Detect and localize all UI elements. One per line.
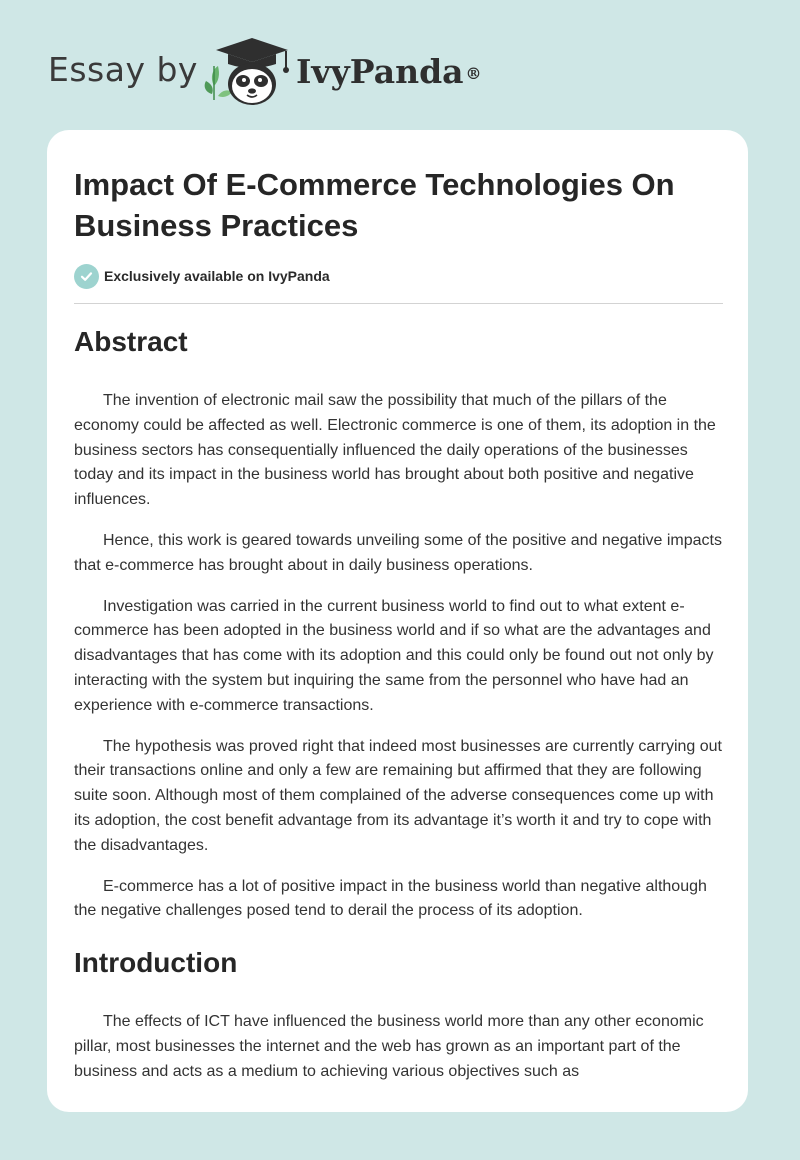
registered-mark: ® <box>465 64 482 83</box>
introduction-paragraph: The effects of ICT have influenced the business world more than any other economic pillar, most businesses the internet and the web has grown as an important part of the business and acts as a medium to achieving various objectives such as <box>74 1013 704 1080</box>
introduction-heading: Introduction <box>74 947 238 979</box>
exclusive-badge <box>74 263 330 289</box>
essay-card <box>47 130 748 1112</box>
site-header <box>0 0 800 130</box>
title-divider <box>74 303 723 304</box>
abstract-heading: Abstract <box>74 326 188 357</box>
graduation-panda-logo-icon[interactable] <box>200 36 292 108</box>
check-circle-icon <box>74 264 99 289</box>
brand-name-text: IvyPanda <box>296 52 464 91</box>
abstract-paragraph: Investigation was carried in the current business world to find out to what extent e-commerce has been adopted in the business world and if so what are the advantages and disadvantages that has come with its adoption and this could only be found out not only by interacting with the system but inquiring the same from the personnel who have had an experience with e-commerce transactions. <box>74 597 714 714</box>
abstract-paragraph: The invention of electronic mail saw the possibility that much of the pillars of the economy could be affected as well. Electronic commerce is one of them, its adoption in the business sectors has consequentially influenced the daily operations of the businesses today and its impact in the business world has brought about both positive and negative influences. <box>74 392 716 509</box>
brand-name[interactable] <box>296 52 482 92</box>
essay-body <box>74 323 724 1085</box>
essay-by-label: Essay by <box>48 50 198 89</box>
abstract-paragraph: Hence, this work is geared towards unveiling some of the positive and negative impacts that e-commerce has brought about in daily business operations. <box>74 531 722 574</box>
page-title: Impact Of E-Commerce Technologies On Business Practices <box>74 167 675 243</box>
abstract-paragraph: The hypothesis was proved right that indeed most businesses are currently carrying out their transactions online and only a few are remaining but affirmed that they are following suite soon. Although most of them complained of the adverse consequences come up with its adoption, the cost benefit advantage from its advantage it’s worth it and try to cope with the disadvantages. <box>74 737 722 854</box>
exclusive-label: Exclusively available on IvyPanda <box>104 268 330 284</box>
abstract-paragraph: E-commerce has a lot of positive impact in the business world than negative although the negative challenges posed tend to derail the process of its adoption. <box>74 877 707 920</box>
